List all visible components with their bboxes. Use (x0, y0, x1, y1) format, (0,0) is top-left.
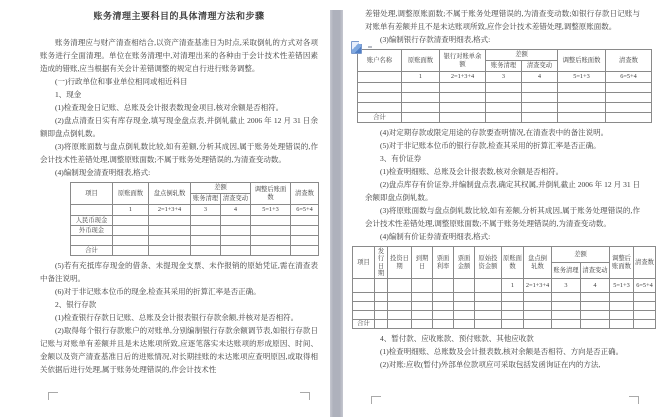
table-cell (558, 103, 606, 113)
table-cell: 1 (402, 72, 440, 83)
item-heading-bank: 2、银行存款 (55, 300, 97, 309)
table-cell (606, 113, 652, 123)
column-header: 调整后账面数 (251, 183, 291, 205)
column-header: 清查变动 (221, 194, 251, 205)
table-cell (606, 93, 652, 103)
table-cell (558, 113, 606, 123)
table-cell: 1 (113, 205, 149, 216)
table-cell (353, 279, 375, 293)
table-row (71, 216, 319, 226)
list-item: (2)盘点清查日实有库存现金,填写现金盘点表,并倒轧截止 2006 年 12 月 31 日余额即盘点倒轧数。 (40, 116, 318, 138)
table-cell (610, 293, 634, 302)
table-cell (388, 320, 412, 329)
table-cell (291, 226, 319, 236)
table-cell (291, 236, 319, 246)
formula-row (353, 279, 656, 293)
item-heading-cash: 1、现金 (55, 90, 82, 99)
table-header-row (71, 183, 319, 194)
page-1 (0, 0, 330, 417)
table-cell (221, 216, 251, 226)
section-heading: (一)行政单位和事业单位相同或相近科目 (55, 77, 188, 86)
table-header-row (353, 247, 656, 263)
item-heading-securities: 3、有价证券 (380, 154, 422, 163)
table-cell (113, 236, 149, 246)
column-header: 账务清理 (552, 263, 581, 279)
table-cell (191, 236, 221, 246)
list-item: (5)对于非记账本位币的银行存款,检查其采用的折算汇率是否正确。 (380, 141, 601, 150)
list-item: (5)若有充抵库存现金的借条、未提现金支票、未作报销的原始凭证,需在清查表中备注说明。 (40, 261, 318, 283)
table-cell (251, 246, 291, 256)
document-icon (351, 41, 362, 54)
table-cell (402, 113, 440, 123)
column-header: 盘点倒轧数 (524, 247, 552, 279)
table-cell (454, 279, 475, 293)
table-cell (502, 293, 524, 302)
table-cell: 3 (191, 205, 221, 216)
table-cell (433, 293, 454, 302)
table-cell: 4 (522, 72, 558, 83)
page-gap (330, 10, 343, 417)
list-item: (2)盘点库存有价证券,并编制盘点表,确定其权属,并倒轧截止 2006 年 12 月 31 日余额即盘点倒轧数。 (365, 180, 640, 202)
table-cell (522, 93, 558, 103)
table-cell (71, 205, 113, 216)
table-cell (581, 320, 610, 329)
table-row (358, 103, 652, 113)
table-cell (412, 302, 433, 311)
row-label (353, 293, 375, 302)
table-cell (524, 311, 552, 320)
table-cell (191, 246, 221, 256)
table-cell (581, 293, 610, 302)
table-row (358, 83, 652, 93)
table-cell (552, 320, 581, 329)
column-header: 账务清理 (486, 61, 522, 72)
table-cell (502, 320, 524, 329)
table-cell (291, 246, 319, 256)
table-cell: 5=1+3 (558, 72, 606, 83)
row-label: 合计 (71, 246, 113, 256)
table-cell (440, 83, 486, 93)
text-boundary-mark (629, 396, 639, 404)
table-cell (486, 83, 522, 93)
intro-paragraph: 账务清理应与财产清查相结合,以资产清查基准日为时点,采取倒轧的方式对各项账务进行全面清理。单位在账务清理中,对清理出来的各种由于会计技术性差错因素造成的错账,应当根据有关会计差错调整的规定自行进行账务调整。 (40, 38, 318, 73)
column-header: 原账面数 (402, 50, 440, 72)
table-cell (634, 320, 656, 329)
table-cell (581, 311, 610, 320)
column-header: 项目 (71, 183, 113, 205)
formula-row (358, 72, 652, 83)
table-cell (113, 246, 149, 256)
cash-detail-table (70, 182, 319, 256)
table-cell (291, 216, 319, 226)
row-label (358, 83, 402, 93)
list-item: (4)对定期存款或限定用途的存款要查明情况,在清查表中的备注说明。 (380, 128, 609, 137)
table-cell (221, 226, 251, 236)
list-item: (2)取得每个银行存款账户的对账单,分别编制银行存款余额调节表,如银行存款日记账与对账单有差额并且是未达账项所致,应逐笔落实未达账项的形成原因、时间、金额以及资产清查基准日后的进账情况,对长期挂账的未达账项应查明原因,或取得相关依据后进行处理,属于账务处理错误的,作会计技术性 (40, 326, 318, 374)
table-cell (412, 279, 433, 293)
table-cell (522, 83, 558, 93)
table-cell (388, 293, 412, 302)
table-cell (634, 293, 656, 302)
table-cell (440, 113, 486, 123)
table-cell (502, 302, 524, 311)
row-label: 外币现金 (71, 226, 113, 236)
row-label (353, 302, 375, 311)
table-cell: 3 (552, 279, 581, 293)
table-cell (149, 226, 191, 236)
column-header: 清查变动 (522, 61, 558, 72)
table-cell: 1 (502, 279, 524, 293)
table-cell (634, 302, 656, 311)
text-boundary-mark (371, 396, 381, 404)
formula-row (71, 205, 319, 216)
document-title: 账务清理主要科目的具体清理方法和步骤 (93, 11, 265, 21)
table-row (353, 311, 656, 320)
total-row (71, 246, 319, 256)
table-cell (475, 293, 502, 302)
column-header: 发行日期 (375, 247, 388, 279)
table-cell (558, 83, 606, 93)
column-header: 银行对账单余额 (440, 50, 486, 72)
column-header: 到期日 (412, 247, 433, 279)
table-cell (412, 311, 433, 320)
table-cell (402, 93, 440, 103)
table-cell (610, 302, 634, 311)
table-cell (524, 293, 552, 302)
row-label (71, 236, 113, 246)
table-cell (221, 246, 251, 256)
table-cell (402, 103, 440, 113)
column-header: 原始投资金额 (475, 247, 502, 279)
column-header: 原账面数 (502, 247, 524, 279)
table-cell (440, 103, 486, 113)
table-cell (454, 302, 475, 311)
table-cell (552, 302, 581, 311)
table-cell (251, 216, 291, 226)
list-item: (1)检查明细账、总账及会计报表数,核对余额是否相符。 (380, 167, 564, 176)
table-cell (454, 311, 475, 320)
table-cell (475, 320, 502, 329)
table-cell (475, 279, 502, 293)
table-cell (454, 320, 475, 329)
paste-options-button[interactable] (351, 41, 377, 54)
column-header: 投资日期 (388, 247, 412, 279)
table-cell (251, 236, 291, 246)
table-cell (522, 113, 558, 123)
table-cell: 6=5+4 (291, 205, 319, 216)
column-header: 清查数 (634, 247, 656, 279)
column-header: 调整后账面数 (610, 247, 634, 279)
row-label (353, 311, 375, 320)
table-cell: 5=1+3 (251, 205, 291, 216)
table-cell (358, 72, 402, 83)
table-cell (433, 320, 454, 329)
row-label (358, 103, 402, 113)
table-row (71, 226, 319, 236)
table-cell (522, 103, 558, 113)
total-row (353, 320, 656, 329)
table-cell (149, 246, 191, 256)
column-header: 盘点倒轧数 (149, 183, 191, 205)
column-header: 原账面数 (113, 183, 149, 205)
table-cell (113, 216, 149, 226)
table-cell (433, 311, 454, 320)
table-cell: 6=5+4 (606, 72, 652, 83)
table-cell (486, 113, 522, 123)
dash-icon (368, 46, 372, 48)
table-cell (191, 226, 221, 236)
table-cell (524, 320, 552, 329)
table-cell (433, 279, 454, 293)
row-label: 人民币现金 (71, 216, 113, 226)
column-header: 票面利率 (433, 247, 454, 279)
table-cell: 2=1+3+4 (149, 205, 191, 216)
text-boundary-mark (300, 392, 310, 400)
table-cell: 3 (486, 72, 522, 83)
table-cell (610, 311, 634, 320)
table-cell (475, 311, 502, 320)
column-header: 清查变动 (581, 263, 610, 279)
table-cell (606, 83, 652, 93)
table-caption: (4)编制现金清查明细表,格式: (55, 168, 151, 177)
list-item: (2)对账:应收(暂付)外部单位款项应可采取包括发函询证在内的方法, (380, 360, 601, 369)
table-cell (149, 236, 191, 246)
table-cell (251, 226, 291, 236)
table-row (353, 293, 656, 302)
table-cell: 5=1+3 (610, 279, 634, 293)
table-cell: 2=1+3+4 (440, 72, 486, 83)
list-item: (1)检查现金日记账、总账及会计报表数现金项目,核对余额是否相符。 (55, 103, 284, 112)
total-row (358, 113, 652, 123)
table-cell (440, 93, 486, 103)
continuation-paragraph: 差错处理,调整原账面数;不属于账务处理错误的,为清查变动数;如银行存款日记账与对账单有差额并且不是未达账项所致,应作会计技术差错处理,调整原账面数。 (365, 9, 640, 31)
column-header: 差额 (486, 50, 558, 61)
row-label: 合计 (353, 320, 375, 329)
item-heading-receivables: 4、暂付款、应收账款、预付账款、其他应收款 (380, 334, 534, 343)
table-cell (581, 302, 610, 311)
text-boundary-mark (48, 392, 58, 400)
table-header-row (358, 50, 652, 61)
table-cell (610, 320, 634, 329)
table-cell (412, 320, 433, 329)
table-row (353, 302, 656, 311)
column-header: 账务清理 (191, 194, 221, 205)
table-cell (375, 302, 388, 311)
table-cell (524, 302, 552, 311)
table-cell (552, 311, 581, 320)
table-cell (402, 83, 440, 93)
list-item: (6)对于非记账本位币的现金,检查其采用的折算汇率是否正确。 (55, 287, 261, 296)
column-header: 差额 (191, 183, 251, 194)
table-cell (558, 93, 606, 103)
securities-detail-table (352, 246, 656, 329)
table-cell: 4 (221, 205, 251, 216)
table-cell (502, 311, 524, 320)
table-cell (375, 279, 388, 293)
table-cell (388, 311, 412, 320)
column-header: 票面金额 (454, 247, 475, 279)
list-item: (1)检查明细账、总账数及会计报表数,核对余额是否相符、方向是否正确。 (380, 347, 624, 356)
table-cell (606, 103, 652, 113)
column-header: 差额 (552, 247, 610, 263)
list-item: (3)将原账面数与盘点倒轧数比较,如有差额,分析其成因,属于账务处理错误的,作会计技术性差错处理,调整原账面数;不属于账务处理错误的,为清查变动数。 (365, 206, 640, 228)
table-cell (412, 293, 433, 302)
table-cell (375, 293, 388, 302)
table-cell (375, 320, 388, 329)
list-item: (1)检查银行存款日记账、总账及会计报表银行存款余额,并核对是否相符。 (55, 313, 299, 322)
table-cell (388, 279, 412, 293)
table-cell (634, 311, 656, 320)
column-header: 调整后账面数 (558, 50, 606, 72)
row-label (358, 93, 402, 103)
column-header: 清查数 (291, 183, 319, 205)
table-cell: 2=1+3+4 (524, 279, 552, 293)
table-cell (486, 103, 522, 113)
table-cell (388, 302, 412, 311)
table-cell (191, 216, 221, 226)
table-cell: 6=5+4 (634, 279, 656, 293)
column-header: 项目 (353, 247, 375, 279)
table-row (358, 93, 652, 103)
table-cell (552, 293, 581, 302)
table-cell (221, 236, 251, 246)
table-cell (486, 93, 522, 103)
table-cell (113, 226, 149, 236)
table-cell (475, 302, 502, 311)
column-header: 清查数 (606, 50, 652, 72)
table-caption: (3)编制银行存款清查明细表,格式: (380, 35, 491, 44)
row-label: 合计 (358, 113, 402, 123)
page-2 (343, 0, 662, 417)
table-row (71, 236, 319, 246)
table-cell (149, 216, 191, 226)
column-header: 账户名称 (358, 50, 402, 72)
table-cell (454, 293, 475, 302)
table-cell: 4 (581, 279, 610, 293)
list-item: (3)将原账面数与盘点倒轧数比较,如有差额,分析其成因,属于账务处理错误的,作会计技术性差错处理,调整原账面数;不属于账务处理错误的,为清查变动数。 (40, 142, 318, 164)
table-cell (375, 311, 388, 320)
bank-deposit-detail-table (357, 49, 652, 123)
table-caption: (4)编制有价证券清查明细表,格式: (380, 232, 491, 241)
table-cell (433, 302, 454, 311)
